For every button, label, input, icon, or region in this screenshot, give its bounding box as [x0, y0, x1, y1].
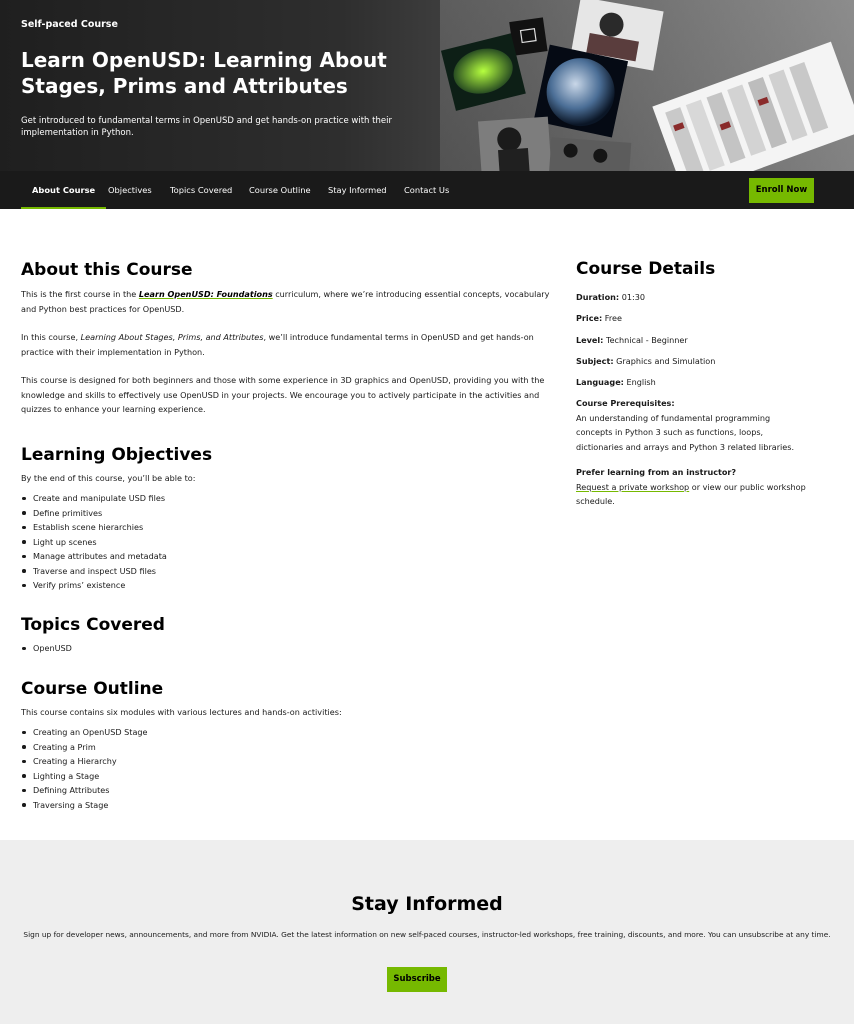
hero-banner [0, 0, 854, 171]
prerequisites-line: dictionaries and arrays and Python 3 related libraries. [576, 441, 795, 452]
duration-row [576, 290, 645, 305]
objectives-heading: Learning Objectives [21, 445, 213, 465]
stay-informed-heading: Stay Informed [351, 893, 503, 915]
about-paragraph-1 [21, 287, 551, 316]
price-value: Free [602, 313, 622, 323]
subscribe-button[interactable]: Subscribe [387, 967, 447, 992]
list-item: Creating a Hierarchy [21, 754, 148, 769]
list-item: Traverse and inspect USD files [21, 564, 167, 579]
objectives-intro: By the end of this course, you’ll be able to: [21, 473, 196, 483]
level-label: Level: [576, 335, 604, 345]
list-item: Defining Attributes [21, 783, 148, 798]
about-p1-text-start: This is the first course in the [21, 289, 139, 299]
list-item: Creating a Prim [21, 740, 148, 755]
tab-stay-informed[interactable]: Stay Informed [328, 185, 387, 195]
tab-about-course[interactable]: About Course [32, 171, 95, 209]
prerequisites-line: An understanding of fundamental programming [576, 412, 771, 423]
list-item: Define primitives [21, 506, 167, 521]
instructor-text: or view our public workshop [689, 481, 806, 492]
tab-contact-us[interactable]: Contact Us [404, 185, 450, 195]
list-item: Creating an OpenUSD Stage [21, 725, 148, 740]
foundations-curriculum-link[interactable]: Learn OpenUSD: Foundations [138, 289, 273, 299]
about-paragraph-2 [21, 330, 566, 359]
price-label: Price: [576, 313, 603, 323]
stay-informed-description: Sign up for developer news, announcements, and more from NVIDIA. Get the latest information on new self-paced courses, instructor-led workshops, free training, discounts, and more. You can unsubscribe at any time. [23, 930, 831, 939]
course-details-heading: Course Details [576, 259, 716, 279]
about-paragraph-3: This course is designed for both beginners and those with some experience in 3D graphics and OpenUSD, providing you with the knowledge and skills to effectively use OpenUSD in your projects. We encourage you to actively participate in the activities and quizzes to enhance your learning experience. [21, 375, 545, 414]
prerequisites-line: concepts in Python 3 such as functions, loops, [576, 427, 764, 437]
list-item: Lighting a Stage [21, 769, 148, 784]
subject-value: Graphics and Simulation [613, 356, 716, 366]
language-label: Language: [576, 377, 624, 387]
instructor-text-end: schedule. [576, 496, 615, 506]
duration-label: Duration: [576, 292, 620, 302]
course-type-label: Self-paced Course [21, 19, 118, 30]
list-item: Create and manipulate USD files [21, 491, 167, 506]
about-p1-text-end: curriculum, where we’re introducing essential concepts, vocabulary and Python best practices for OpenUSD. [21, 289, 550, 314]
page-title: Learn OpenUSD: Learning About Stages, Prims and Attributes [21, 48, 387, 98]
objectives-list [21, 491, 167, 593]
tab-course-outline[interactable]: Course Outline [249, 185, 311, 195]
outline-heading: Course Outline [21, 679, 164, 699]
tab-topics-covered[interactable]: Topics Covered [170, 185, 233, 195]
hero-collage-image [440, 0, 854, 171]
language-row [576, 375, 656, 390]
price-row [576, 311, 622, 326]
language-value: English [623, 377, 656, 387]
hero-description: Get introduced to fundamental terms in OpenUSD and get hands-on practice with their implementation in Python. [21, 116, 392, 138]
subject-label: Subject: [576, 356, 614, 366]
about-heading: About this Course [21, 260, 193, 280]
list-item: Traversing a Stage [21, 798, 148, 813]
instructor-question: Prefer learning from an instructor? [576, 467, 737, 477]
subject-row [576, 354, 715, 369]
instructor-block [576, 465, 806, 509]
enroll-now-button[interactable]: Enroll Now [749, 178, 814, 203]
level-value: Technical - Beginner [603, 335, 688, 345]
request-private-workshop-link[interactable]: Request a private workshop [576, 481, 690, 492]
list-item: Manage attributes and metadata [21, 549, 167, 564]
prerequisites-block [576, 396, 794, 454]
about-p2-text-end: , we’ll introduce fundamental terms in OpenUSD and get hands-on practice with their implementation in Python. [21, 332, 534, 357]
list-item: OpenUSD [21, 641, 72, 656]
topics-heading: Topics Covered [21, 615, 165, 635]
list-item: Light up scenes [21, 535, 167, 550]
tab-objectives[interactable]: Objectives [108, 185, 152, 195]
section-nav-bar [0, 171, 854, 209]
duration-value: 01:30 [619, 292, 646, 302]
about-p2-text-start: In this course, [21, 332, 81, 342]
list-item: Verify prims’ existence [21, 578, 167, 593]
outline-list [21, 725, 148, 812]
course-name-emphasis: Learning About Stages, Prims, and Attributes [80, 332, 264, 342]
topics-list [21, 641, 72, 656]
list-item: Establish scene hierarchies [21, 520, 167, 535]
level-row [576, 333, 688, 348]
prerequisites-label: Course Prerequisites: [576, 398, 675, 408]
outline-intro: This course contains six modules with various lectures and hands-on activities: [21, 707, 342, 717]
